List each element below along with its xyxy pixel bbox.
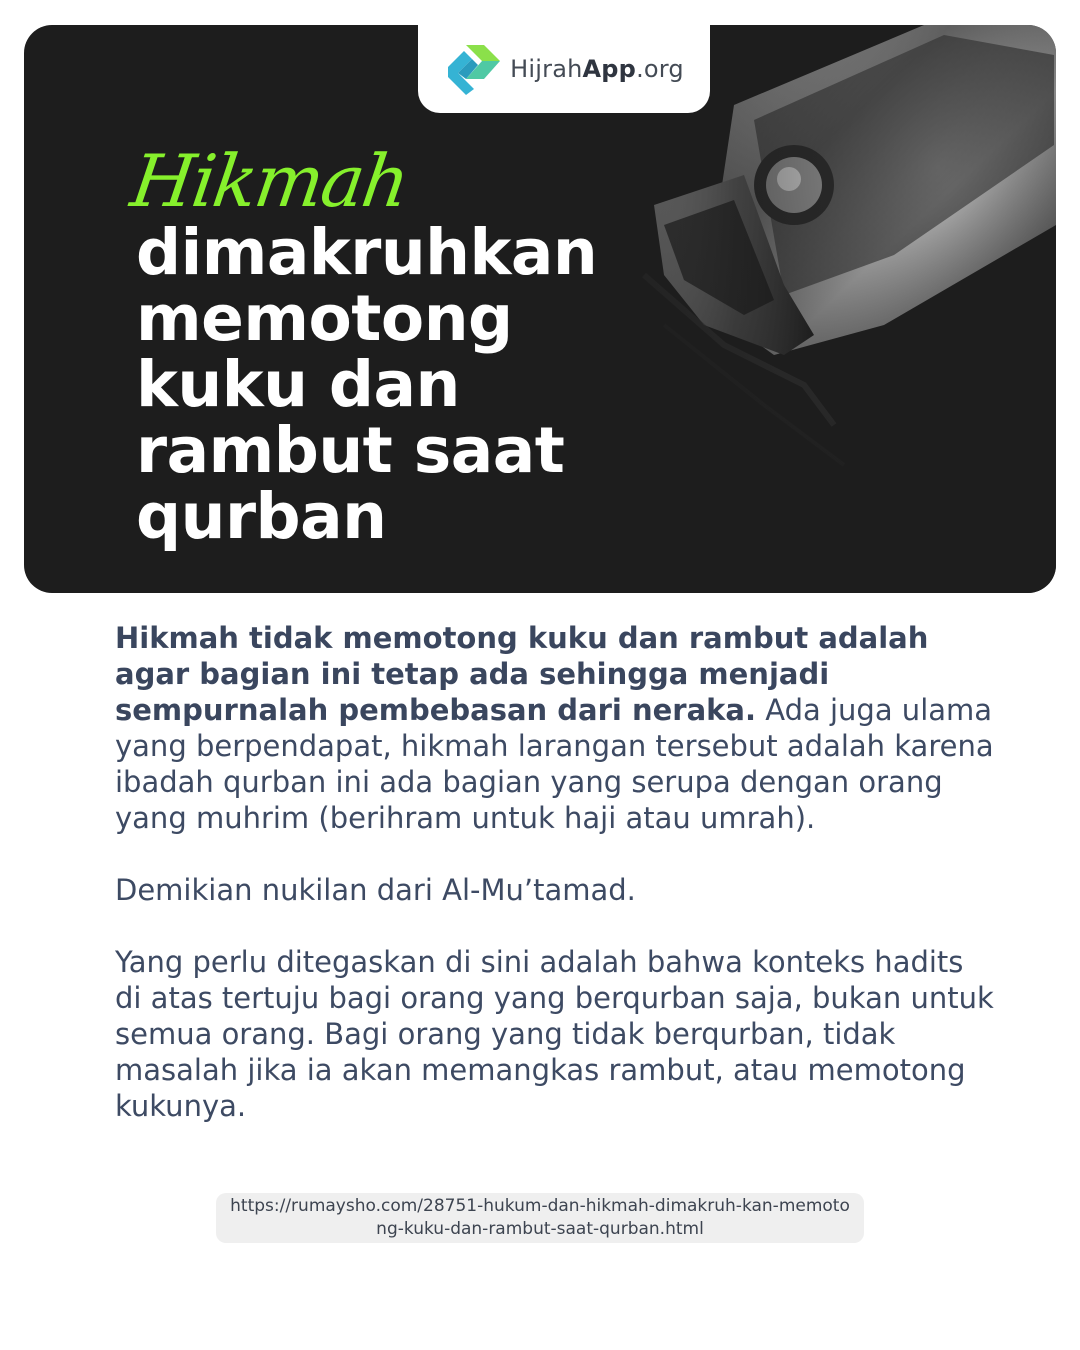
hijrahapp-logo-icon — [444, 39, 504, 99]
paragraph-1-bold: Hikmah tidak memotong kuku dan rambut adalah agar bagian ini tetap ada sehingga menjadi sempurnalah pembebasan dari neraka. — [115, 621, 929, 727]
paragraph-2: Demikian nukilan dari Al-Mu’tamad. — [115, 873, 636, 907]
source-url[interactable]: https://rumaysho.com/28751-hukum-dan-hikmah-dimakruh-kan-memotong-kuku-dan-rambut-saat-qurban.html — [230, 1196, 850, 1239]
logo-wordmark: HijrahApp.org — [510, 55, 684, 83]
logo-tab[interactable] — [418, 25, 710, 113]
paragraph-1 — [115, 620, 995, 836]
script-title: Hikmah — [126, 139, 413, 223]
article-body — [115, 620, 995, 1160]
page-title: dimakruhkan memotong kuku dan rambut saat qurban — [136, 216, 598, 553]
paragraph-3: Yang perlu ditegaskan di sini adalah bahwa konteks hadits di atas tertuju bagi orang yang berqurban saja, bukan untuk semua orang. Bagi orang yang tidak berqurban, tidak masalah jika ia akan memangkas rambut, atau memotong kukunya. — [115, 945, 994, 1123]
hero-banner — [24, 25, 1056, 593]
source-link[interactable] — [216, 1193, 864, 1243]
paragraph-1-rest: Ada juga ulama yang berpendapat, hikmah larangan tersebut adalah karena ibadah qurban ini ada bagian yang serupa dengan orang yang muhrim (berihram untuk haji atau umrah). — [115, 693, 994, 835]
